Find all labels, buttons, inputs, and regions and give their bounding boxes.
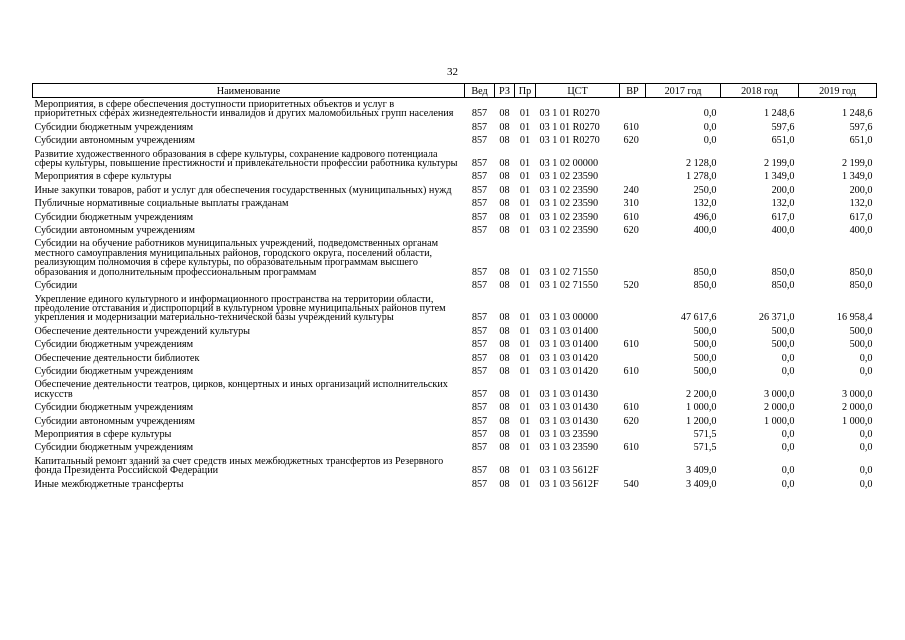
- row-2017: 1 278,0: [685, 171, 717, 183]
- row-pr: 01: [519, 158, 531, 170]
- row-vr: [620, 170, 646, 183]
- row-pr: 01: [519, 478, 531, 490]
- row-2017: 850,0: [693, 280, 717, 292]
- row-pr: 01: [519, 225, 531, 237]
- row-2018: 0,0: [781, 465, 795, 477]
- row-rz: 08: [499, 121, 510, 133]
- row-2018: 0,0: [781, 478, 795, 490]
- row-ved: 857: [471, 388, 488, 400]
- row-2017: 47 617,6: [680, 312, 717, 324]
- table-row: [33, 211, 877, 224]
- row-vr: 610: [623, 211, 639, 223]
- row-pr: 01: [519, 211, 531, 223]
- row-vr: [620, 455, 646, 478]
- row-vr: 310: [623, 198, 639, 210]
- row-pr: 01: [519, 266, 531, 278]
- row-pr: 01: [519, 339, 531, 351]
- row-2018: 850,0: [771, 266, 795, 278]
- row-cst: 03 1 03 01400: [539, 339, 599, 351]
- header-pr: Пр: [515, 84, 536, 98]
- row-pr: 01: [519, 184, 531, 196]
- row-name: Развитие художественного образования в сфере культуры, сохранение кадрового потенциала сферы культуры, повышение престижности и привлекательности профессии работника культуры: [34, 148, 458, 170]
- row-2017: 0,0: [703, 121, 717, 133]
- row-2017: 500,0: [693, 365, 717, 377]
- row-2019: 500,0: [849, 339, 873, 351]
- row-cst: 03 1 01 R0270: [539, 108, 600, 120]
- row-vr: 540: [623, 478, 639, 490]
- row-cst: 03 1 02 23590: [539, 171, 599, 183]
- row-2018: 0,0: [781, 442, 795, 454]
- row-rz: 08: [499, 442, 510, 454]
- row-rz: 08: [499, 465, 510, 477]
- row-2018: 2 000,0: [763, 402, 795, 414]
- row-2018: 132,0: [771, 198, 795, 210]
- row-rz: 08: [499, 171, 510, 183]
- table-row: [33, 441, 877, 454]
- row-pr: 01: [519, 312, 531, 324]
- row-2019: 132,0: [849, 198, 873, 210]
- row-rz: 08: [499, 184, 510, 196]
- table-body: [33, 98, 877, 492]
- row-2018: 1 349,0: [763, 171, 795, 183]
- row-2017: 496,0: [693, 211, 717, 223]
- row-cst: 03 1 02 00000: [539, 158, 599, 170]
- row-pr: 01: [519, 402, 531, 414]
- row-2018: 0,0: [781, 365, 795, 377]
- row-ved: 857: [471, 108, 488, 120]
- table-row: [33, 148, 877, 171]
- row-2018: 2 199,0: [763, 158, 795, 170]
- table-row: [33, 293, 877, 325]
- row-vr: 520: [623, 280, 639, 292]
- row-ved: 857: [471, 465, 488, 477]
- row-2019: 0,0: [859, 478, 873, 490]
- row-2017: 2 200,0: [685, 388, 717, 400]
- row-name: Субсидии: [34, 280, 78, 292]
- table-row: [33, 224, 877, 237]
- table-row: [33, 121, 877, 134]
- row-name: Мероприятия в сфере культуры: [34, 428, 172, 440]
- row-ved: 857: [471, 428, 488, 440]
- row-rz: 08: [499, 211, 510, 223]
- row-2019: 617,0: [849, 211, 873, 223]
- row-2019: 1 349,0: [841, 171, 873, 183]
- row-rz: 08: [499, 352, 510, 364]
- row-ved: 857: [471, 198, 488, 210]
- row-2017: 500,0: [693, 339, 717, 351]
- row-name: Субсидии автономным учреждениям: [34, 225, 195, 237]
- row-rz: 08: [499, 365, 510, 377]
- row-pr: 01: [519, 135, 531, 147]
- row-2019: 850,0: [849, 280, 873, 292]
- table-row: [33, 428, 877, 441]
- row-cst: 03 1 02 71550: [539, 280, 599, 292]
- table-row: [33, 98, 877, 121]
- row-name: Субсидии бюджетным учреждениям: [34, 402, 194, 414]
- row-name: Капитальный ремонт зданий за счет средств иных межбюджетных трансфертов из Резервного фонда Президента Российской Федерации: [34, 455, 444, 477]
- row-2017: 132,0: [693, 198, 717, 210]
- table-row: [33, 184, 877, 197]
- table-row: [33, 365, 877, 378]
- row-pr: 01: [519, 415, 531, 427]
- row-name: Мероприятия, в сфере обеспечения доступности приоритетных объектов и услуг в приоритетных сферах жизнедеятельности инвалидов и других маломобильных групп населения: [34, 99, 454, 120]
- row-name: Субсидии автономным учреждениям: [34, 415, 195, 427]
- row-ved: 857: [471, 478, 488, 490]
- row-cst: 03 1 03 5612F: [539, 465, 599, 477]
- header-2018: 2018 год: [721, 84, 799, 98]
- table-row: [33, 352, 877, 365]
- row-2018: 0,0: [781, 352, 795, 364]
- row-pr: 01: [519, 465, 531, 477]
- row-2019: 1 248,6: [841, 108, 873, 120]
- row-2018: 597,6: [771, 121, 795, 133]
- row-name: Субсидии бюджетным учреждениям: [34, 339, 194, 351]
- row-vr: [620, 378, 646, 401]
- row-2019: 0,0: [859, 428, 873, 440]
- row-2017: 850,0: [693, 266, 717, 278]
- table-row: [33, 197, 877, 210]
- row-name: Субсидии бюджетным учреждениям: [34, 442, 194, 454]
- row-pr: 01: [519, 198, 531, 210]
- row-vr: 610: [623, 121, 639, 133]
- table-row: [33, 237, 877, 279]
- row-2019: 200,0: [849, 184, 873, 196]
- row-name: Публичные нормативные социальные выплаты гражданам: [34, 198, 289, 210]
- row-name: Обеспечение деятельности библиотек: [34, 352, 200, 364]
- row-vr: [620, 293, 646, 325]
- row-ved: 857: [471, 312, 488, 324]
- row-rz: 08: [499, 339, 510, 351]
- table-header-row: [33, 84, 877, 98]
- row-2019: 16 958,4: [836, 312, 873, 324]
- row-cst: 03 1 03 01430: [539, 388, 599, 400]
- row-2018: 400,0: [771, 225, 795, 237]
- row-name: Обеспечение деятельности учреждений культуры: [34, 325, 251, 337]
- row-name: Обеспечение деятельности театров, цирков, концертных и иных организаций исполнительских искусств: [34, 379, 448, 400]
- row-name: Субсидии бюджетным учреждениям: [34, 211, 194, 223]
- table-row: [33, 378, 877, 401]
- row-pr: 01: [519, 428, 531, 440]
- header-vr: ВР: [620, 84, 646, 98]
- row-2017: 500,0: [693, 352, 717, 364]
- row-vr: [620, 98, 646, 121]
- row-rz: 08: [499, 415, 510, 427]
- row-rz: 08: [499, 135, 510, 147]
- row-ved: 857: [471, 266, 488, 278]
- row-2019: 3 000,0: [841, 388, 873, 400]
- row-rz: 08: [499, 402, 510, 414]
- row-2019: 2 199,0: [841, 158, 873, 170]
- row-ved: 857: [471, 171, 488, 183]
- row-2018: 651,0: [771, 135, 795, 147]
- table-row: [33, 401, 877, 414]
- row-2019: 2 000,0: [841, 402, 873, 414]
- row-vr: 610: [623, 339, 639, 351]
- row-2017: 0,0: [703, 135, 717, 147]
- row-2017: 3 409,0: [685, 465, 717, 477]
- row-2018: 617,0: [771, 211, 795, 223]
- row-2019: 0,0: [859, 442, 873, 454]
- row-2019: 0,0: [859, 352, 873, 364]
- table-row: [33, 455, 877, 478]
- row-cst: 03 1 03 23590: [539, 442, 599, 454]
- row-ved: 857: [471, 415, 488, 427]
- row-vr: [620, 428, 646, 441]
- row-2018: 26 371,0: [758, 312, 795, 324]
- row-2019: 0,0: [859, 365, 873, 377]
- row-name: Субсидии бюджетным учреждениям: [34, 121, 194, 133]
- row-name: Иные закупки товаров, работ и услуг для обеспечения государственных (муниципальных) нужд: [34, 184, 452, 196]
- row-cst: 03 1 01 R0270: [539, 135, 600, 147]
- row-vr: 610: [623, 365, 639, 377]
- row-ved: 857: [471, 158, 488, 170]
- row-pr: 01: [519, 352, 531, 364]
- row-2017: 500,0: [693, 325, 717, 337]
- row-ved: 857: [471, 280, 488, 292]
- row-pr: 01: [519, 388, 531, 400]
- row-pr: 01: [519, 171, 531, 183]
- row-vr: 240: [623, 184, 639, 196]
- row-pr: 01: [519, 325, 531, 337]
- row-name: Субсидии на обучение работников муниципальных учреждений, подведомственных органам местного самоуправления муниципальных районов, городского округа, поселений области, реализующим полномочия в сфере культуры, по образовательным программам высшего образования и дополнительным профессиональным программам: [34, 238, 439, 278]
- row-name: Иные межбюджетные трансферты: [34, 478, 184, 490]
- row-ved: 857: [471, 225, 488, 237]
- row-ved: 857: [471, 325, 488, 337]
- header-ved: Вед: [465, 84, 495, 98]
- row-cst: 03 1 03 01430: [539, 402, 599, 414]
- header-2019: 2019 год: [799, 84, 877, 98]
- table-row: [33, 325, 877, 338]
- row-2017: 400,0: [693, 225, 717, 237]
- row-2018: 0,0: [781, 428, 795, 440]
- row-rz: 08: [499, 225, 510, 237]
- row-2019: 500,0: [849, 325, 873, 337]
- row-cst: 03 1 03 5612F: [539, 478, 599, 490]
- row-rz: 08: [499, 198, 510, 210]
- row-rz: 08: [499, 280, 510, 292]
- row-cst: 03 1 03 23590: [539, 428, 599, 440]
- row-cst: 03 1 02 23590: [539, 198, 599, 210]
- row-rz: 08: [499, 108, 510, 120]
- row-cst: 03 1 02 23590: [539, 184, 599, 196]
- header-2017: 2017 год: [646, 84, 721, 98]
- table-row: [33, 134, 877, 147]
- row-name: Укрепление единого культурного и информационного пространства на территории области, преодоление отставания и диспропорций в культурном уровне муниципальных районов путем укрепления и модернизации материально-технической базы учреждений культуры: [34, 293, 446, 324]
- row-pr: 01: [519, 442, 531, 454]
- row-rz: 08: [499, 312, 510, 324]
- header-cst: ЦСТ: [536, 84, 620, 98]
- row-vr: 620: [623, 415, 639, 427]
- row-2018: 1 000,0: [763, 415, 795, 427]
- row-vr: [620, 237, 646, 279]
- row-ved: 857: [471, 442, 488, 454]
- table-row: [33, 279, 877, 292]
- row-pr: 01: [519, 365, 531, 377]
- row-ved: 857: [471, 339, 488, 351]
- row-ved: 857: [471, 352, 488, 364]
- row-2019: 1 000,0: [841, 415, 873, 427]
- row-2017: 0,0: [703, 108, 717, 120]
- row-vr: 610: [623, 442, 639, 454]
- row-ved: 857: [471, 121, 488, 133]
- table-row: [33, 415, 877, 428]
- row-vr: 620: [623, 225, 639, 237]
- row-2017: 571,5: [693, 442, 717, 454]
- row-rz: 08: [499, 325, 510, 337]
- row-vr: [620, 352, 646, 365]
- row-2018: 200,0: [771, 184, 795, 196]
- row-vr: [620, 325, 646, 338]
- row-2019: 651,0: [849, 135, 873, 147]
- row-cst: 03 1 03 01400: [539, 325, 599, 337]
- row-2018: 500,0: [771, 339, 795, 351]
- row-cst: 03 1 02 23590: [539, 211, 599, 223]
- row-2019: 400,0: [849, 225, 873, 237]
- row-ved: 857: [471, 365, 488, 377]
- row-2019: 597,6: [849, 121, 873, 133]
- row-cst: 03 1 03 01420: [539, 352, 599, 364]
- row-cst: 03 1 02 71550: [539, 266, 599, 278]
- row-cst: 03 1 03 01420: [539, 365, 599, 377]
- row-rz: 08: [499, 158, 510, 170]
- row-2018: 850,0: [771, 280, 795, 292]
- table-row: [33, 170, 877, 183]
- table-row: [33, 338, 877, 351]
- row-rz: 08: [499, 388, 510, 400]
- row-pr: 01: [519, 108, 531, 120]
- header-rz: РЗ: [495, 84, 515, 98]
- row-ved: 857: [471, 211, 488, 223]
- row-2017: 250,0: [693, 184, 717, 196]
- row-2017: 1 000,0: [685, 402, 717, 414]
- row-2018: 1 248,6: [763, 108, 795, 120]
- row-vr: 610: [623, 402, 639, 414]
- row-ved: 857: [471, 135, 488, 147]
- row-vr: 620: [623, 135, 639, 147]
- row-cst: 03 1 01 R0270: [539, 121, 600, 133]
- header-name: Наименование: [33, 84, 465, 98]
- row-2017: 3 409,0: [685, 478, 717, 490]
- row-pr: 01: [519, 280, 531, 292]
- row-2017: 2 128,0: [685, 158, 717, 170]
- page-number: 32: [447, 66, 458, 78]
- row-cst: 03 1 03 01430: [539, 415, 599, 427]
- row-name: Субсидии автономным учреждениям: [34, 135, 195, 147]
- row-vr: [620, 148, 646, 171]
- row-2017: 571,5: [693, 428, 717, 440]
- table-row: [33, 478, 877, 491]
- row-2019: 0,0: [859, 465, 873, 477]
- row-cst: 03 1 03 00000: [539, 312, 599, 324]
- row-rz: 08: [499, 266, 510, 278]
- row-name: Субсидии бюджетным учреждениям: [34, 365, 194, 377]
- row-ved: 857: [471, 184, 488, 196]
- budget-table: [32, 83, 877, 491]
- row-2018: 3 000,0: [763, 388, 795, 400]
- row-ved: 857: [471, 402, 488, 414]
- row-2018: 500,0: [771, 325, 795, 337]
- row-rz: 08: [499, 428, 510, 440]
- row-2019: 850,0: [849, 266, 873, 278]
- row-cst: 03 1 02 23590: [539, 225, 599, 237]
- row-rz: 08: [499, 478, 510, 490]
- row-name: Мероприятия в сфере культуры: [34, 171, 172, 183]
- row-pr: 01: [519, 121, 531, 133]
- row-2017: 1 200,0: [685, 415, 717, 427]
